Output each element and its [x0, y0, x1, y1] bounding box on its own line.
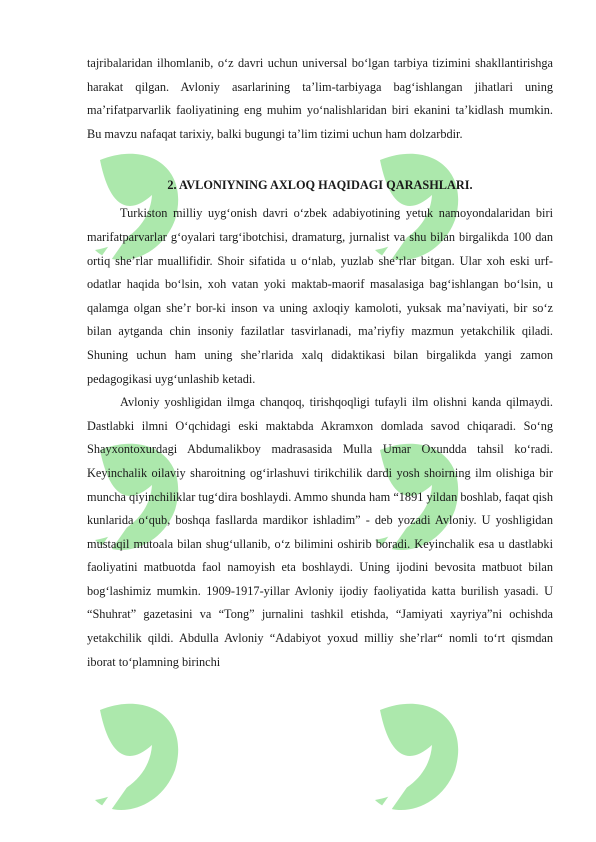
watermark-leaf-icon	[80, 690, 200, 830]
paragraph-turkiston: Turkiston milliy uyg‘onish davri o‘zbek adabiyotining yetuk namoyondalaridan biri marifatparvarlar g‘oyalari targ‘ibotchisi, dramaturg, jurnalist va shu bilan birgalikda 100 dan ortiq she’rlar muallifidir. Shoir sifatida u o‘nlab, yuzlab she’rlar bitgan. Ular xoh eski urf-odatlar haqida bo‘lsin, xoh vatan yoki maktab-maorif masalasiga bag‘ishlangan bo‘lsin, u qalamga olgan she’r bor-ki inson va uning axloqiy kamoloti, yuksak ma’naviyati, bir so‘z bilan aytganda chin insoniy fazilatlar tasvirlanadi, ma’riyfiy mazmun yetakchilik qiladi. Shuning uchun ham uning she’rlarida xalq didaktikasi bilan birgalikda yangi zamon pedagogikasi uyg‘unlashib ketadi.	[87, 206, 553, 386]
document-page	[87, 52, 553, 674]
section-heading: 2. AVLONIYNING AXLOQ HAQIDAGI QARASHLARI.	[167, 178, 473, 193]
watermark-leaf-icon	[360, 690, 480, 830]
paragraph-avloniy-youth: Avloniy yoshligidan ilmga chanqoq, tirishqoqligi tufayli ilm olishni kanda qilmaydi. Dastlabki ilmni O‘qchidagi eski maktabda Akramxon domlada savod chiqaradi. So‘ng Shayxontoxurdagi Abdumalikboy madrasasida Mulla Umar Oxundda tahsil ko‘radi. Keyinchalik oilaviy sharoitning og‘irlashuvi tirikchilik dardi yosh shoirning ilm olishiga bir muncha qiyinchiliklar tug‘dira boshlaydi. Ammo shunda ham “1891 yildan boshlab, faqat qish kunlarida o‘qub, boshqa fasllarda mardikor ishladim” - deb yozadi Avloniy. U yoshligidan mustaqil mutoala bilan shug‘ullanib, o‘z bilimini oshirib boradi. Keyinchalik esa u dastlabki faoliyatini matbuotda faol namoyish eta boshlaydi. Uning ijodini bevosita matbuot bilan bog‘lashimiz mumkin. 1909-1917-yillar Avloniy ijodiy faoliyatida katta burilish yasadi. U “Shuhrat” gazetasini va “Tong” jurnalini tashkil etishda, “Jamiyati xayriya”ni ochishda yetakchilik qildi. Abdulla Avloniy “Adabiyot yoxud milliy she’rlar“ nomli to‘rt qismdan iborat to‘plamning birinchi	[87, 395, 553, 669]
paragraph-intro-continuation: tajribalaridan ilhomlanib, o‘z davri uchun universal bo‘lgan tarbiya tizimini shakllantirishga harakat qilgan. Avloniy asarlarining ta’lim-tarbiyaga bag‘ishlangan jihatlari uning ma’rifatparvarlik faoliyatining eng muhim yo‘nalishlaridan biri ekanini ta’kidlash mumkin. Bu mavzu nafaqat tarixiy, balki bugungi ta’lim tizimi uchun ham dolzarbdir.	[87, 56, 553, 141]
